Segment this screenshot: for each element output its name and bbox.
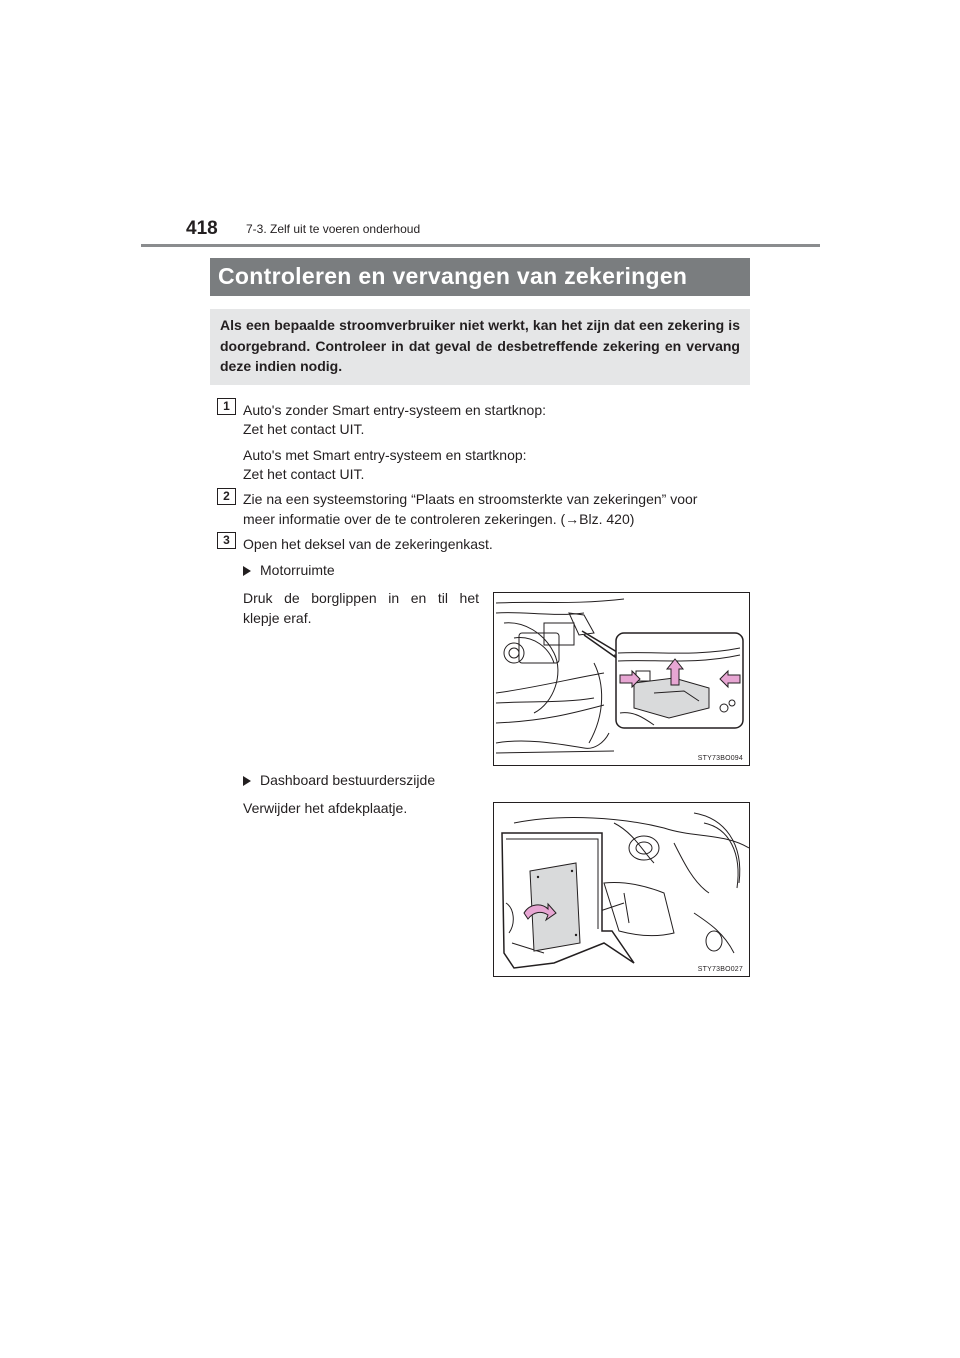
intro-box: Als een bepaalde stroomverbruiker niet werkt, kan het zijn dat een zekering is doorgebrand. Controleer in dat geval de desbetreffende zekering en vervang deze indien nodig.	[210, 309, 750, 385]
step-badge-2: 2	[217, 488, 236, 505]
bullet-motorruimte	[243, 561, 335, 580]
engine-compartment-illustration	[494, 593, 750, 766]
step-3-text: Open het deksel van de zekeringenkast.	[243, 536, 493, 552]
triangle-bullet-icon	[243, 776, 251, 786]
bullet-label: Motorruimte	[260, 562, 335, 578]
figure-code: STY73BO094	[697, 755, 743, 762]
figure-dashboard-fuse-cover	[493, 802, 750, 977]
step-2-line-2: meer informatie over de te controleren zekeringen. (→Blz. 420)	[243, 511, 635, 527]
step-badge-3: 3	[217, 532, 236, 549]
bullet-label: Dashboard bestuurderszijde	[260, 772, 436, 788]
bullet-dashboard	[243, 771, 435, 790]
step-badge-1: 1	[217, 398, 236, 415]
page-number: 418	[186, 218, 218, 239]
step-1-line-1: Auto's zonder Smart entry-systeem en startknop:	[243, 402, 547, 418]
figure-code: STY73BO027	[697, 966, 743, 973]
step-1-line-3: Auto's met Smart entry-systeem en startknop:	[243, 447, 527, 463]
step-2-line-1: Zie na een systeemstoring “Plaats en stroomsterkte van zekeringen” voor	[243, 491, 698, 507]
instruction-motorruimte-line-1: Druk de borglippen in en til het	[243, 590, 479, 606]
step-1-line-2: Zet het contact UIT.	[243, 421, 365, 437]
step-1-line-4: Zet het contact UIT.	[243, 466, 365, 482]
instruction-motorruimte-line-2: klepje eraf.	[243, 610, 312, 626]
figure-engine-fuse-box	[493, 592, 750, 766]
instruction-dashboard: Verwijder het afdekplaatje.	[243, 800, 408, 816]
dashboard-illustration	[494, 803, 750, 977]
header-rule	[141, 244, 820, 247]
triangle-bullet-icon	[243, 566, 251, 576]
section-header: 7-3. Zelf uit te voeren onderhoud	[246, 222, 421, 236]
page-title: Controleren en vervangen van zekeringen	[210, 258, 750, 296]
